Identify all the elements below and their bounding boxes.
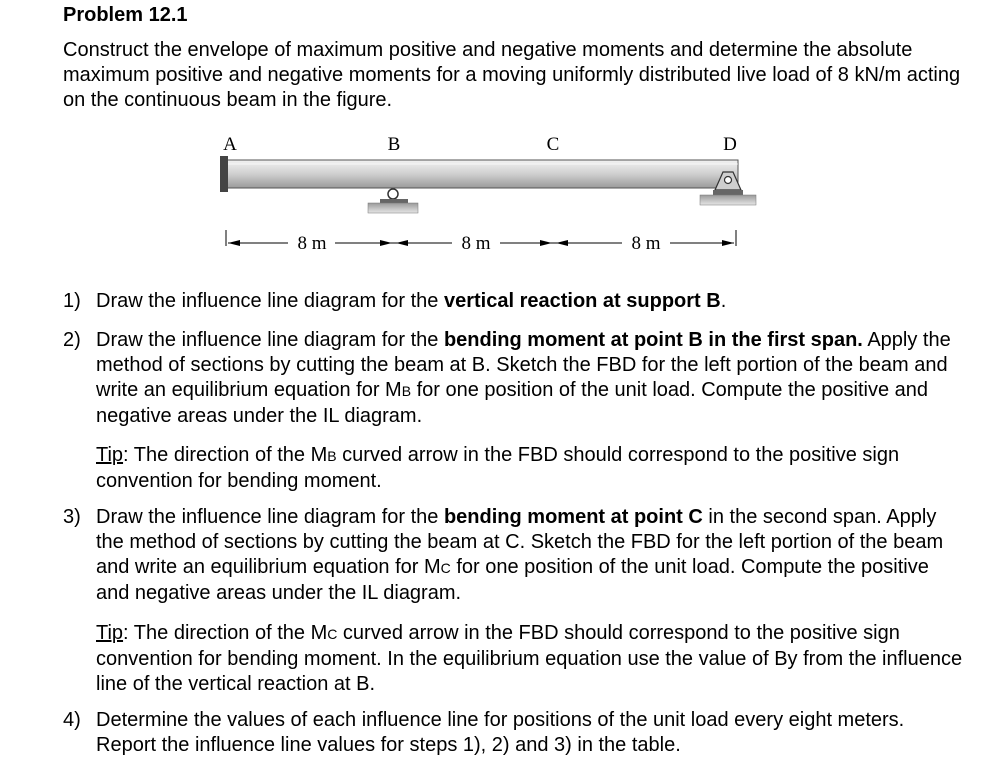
problem-statement: Construct the envelope of maximum positive and negative moments and determine the absolute maximum positive and negative moments for a moving uniformly distributed live load of 8 kN/m acting on the continuous beam in the figure. (63, 39, 961, 111)
step-text: for one position of the unit load. Compute the positive and negative areas under the IL diagram. (96, 556, 929, 604)
step-text: Determine the values of each influence line for positions of the unit load every eight meters. Report the influence line values for steps 1), 2) and 3) in the table. (96, 709, 905, 756)
beam-diagram (210, 128, 770, 278)
step-text: for one position of the unit load. Compute the positive and negative areas under the IL diagram. (96, 379, 929, 427)
step-number: 4) (63, 709, 81, 731)
tip-label: Tip (96, 444, 124, 466)
step-number: 2) (63, 329, 81, 351)
tip-2 (63, 443, 963, 494)
moment-subscript: C (440, 560, 451, 576)
span-length-cd: 8 m (631, 233, 661, 254)
point-label-b: B (387, 134, 401, 155)
step-text: . (720, 290, 727, 312)
point-label-c: C (546, 134, 560, 155)
moment-subscript: B (401, 383, 412, 399)
step-emphasis: bending moment at point B in the first span. (443, 329, 863, 351)
step-text: Draw the influence line diagram for the (96, 506, 444, 528)
point-label-a: A (223, 134, 237, 155)
step-text: Apply the method of sections by cutting the beam at B. Sketch the FBD for the left portion of the beam and write an equilibrium equation for M (96, 329, 951, 401)
tip-text: : The direction of the M (123, 622, 328, 644)
problem-title: Problem 12.1 (63, 4, 188, 26)
step-1 (63, 289, 963, 314)
step-text: Draw the influence line diagram for the (96, 290, 444, 312)
tip-text: curved arrow in the FBD should correspond to the positive sign convention for bending moment. (96, 444, 900, 492)
beam-figure (210, 128, 770, 278)
moment-subscript: B (327, 448, 337, 464)
tip-3 (63, 621, 963, 697)
roller-support-b (368, 189, 418, 213)
steps-list (63, 289, 963, 758)
step-3 (63, 505, 963, 606)
span-length-bc: 8 m (461, 233, 491, 254)
tip-text: : The direction of the M (123, 444, 328, 466)
span-length-ab: 8 m (297, 233, 327, 254)
step-number: 3) (63, 506, 81, 528)
step-text: in the second span. Apply the method of sections by cutting the beam at C. Sketch the FBD for the left portion of the beam and write an equilibrium equation for M (96, 506, 944, 578)
step-number: 1) (63, 290, 81, 312)
step-emphasis: vertical reaction at support B (443, 290, 721, 312)
step-2 (63, 328, 963, 429)
tip-label: Tip (96, 622, 124, 644)
point-label-d: D (723, 134, 737, 155)
moment-subscript: C (327, 626, 338, 642)
step-text: Draw the influence line diagram for the (96, 329, 444, 351)
tip-text: curved arrow in the FBD should correspond to the positive sign convention for bending moment. In the equilibrium equation use the value of By from the influence line of the vertical reaction at B. (96, 622, 963, 695)
step-4 (63, 708, 963, 758)
fixed-support-a (220, 156, 228, 192)
step-emphasis: bending moment at point C (443, 506, 703, 528)
